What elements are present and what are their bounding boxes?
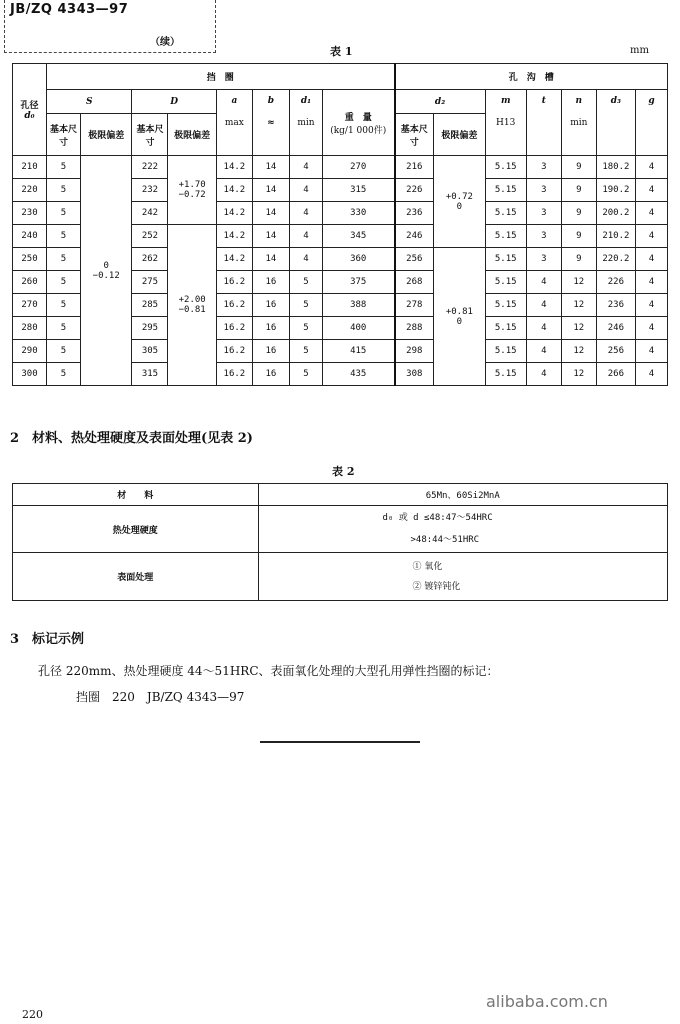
header-subtitle: （续） <box>150 37 180 48</box>
watermark: alibaba.com.cn <box>486 992 608 1011</box>
cell-weight: 330 <box>322 202 394 225</box>
table1 <box>12 63 668 386</box>
cell-g: 4 <box>635 156 667 179</box>
weight-label: 重 量 <box>344 112 372 123</box>
cell-weight: 415 <box>322 340 394 363</box>
cell-D: 262 <box>132 248 168 271</box>
cell-t: 4 <box>526 340 561 363</box>
cell-a: 14.2 <box>216 179 252 202</box>
cell-weight: 400 <box>322 317 394 340</box>
cell-d3: 200.2 <box>596 202 635 225</box>
a-label: a <box>231 96 238 106</box>
cell-d0: 220 <box>13 179 47 202</box>
cell-d1: 5 <box>289 271 322 294</box>
table1-caption: 表 1 <box>330 45 353 58</box>
cell-d0: 290 <box>13 340 47 363</box>
cell-a: 16.2 <box>216 317 252 340</box>
cell-d0: 300 <box>13 363 47 386</box>
cell-weight: 270 <box>322 156 394 179</box>
cell-S: 5 <box>46 294 80 317</box>
cell-d2: 256 <box>395 248 434 271</box>
cell-n: 9 <box>561 156 596 179</box>
cell-weight: 375 <box>322 271 394 294</box>
cell-m: 5.15 <box>485 156 526 179</box>
d1-min: min <box>297 118 315 128</box>
cell-m: 5.15 <box>485 202 526 225</box>
b-label: b <box>267 96 275 106</box>
cell-b: 16 <box>252 271 289 294</box>
d0-label: d₀ <box>24 111 35 121</box>
cell-S: 5 <box>46 340 80 363</box>
cell-m: 5.15 <box>485 179 526 202</box>
m-label: m <box>500 96 511 106</box>
cell-n: 9 <box>561 179 596 202</box>
cell-g: 4 <box>635 317 667 340</box>
cell-a: 16.2 <box>216 294 252 317</box>
cell-t: 4 <box>526 317 561 340</box>
cell-d2-tolerance-2: +0.81 0 <box>434 248 485 386</box>
cell-n: 12 <box>561 340 596 363</box>
surface-line1: ① 氧化 <box>412 561 443 572</box>
cell-D: 252 <box>132 225 168 248</box>
table1-unit: mm <box>630 45 649 56</box>
cell-m: 5.15 <box>485 317 526 340</box>
cell-m: 5.15 <box>485 363 526 386</box>
cell-n: 12 <box>561 271 596 294</box>
cell-d3: 246 <box>596 317 635 340</box>
cell-d1: 5 <box>289 317 322 340</box>
cell-d1: 5 <box>289 340 322 363</box>
cell-b: 14 <box>252 248 289 271</box>
table2 <box>12 483 668 601</box>
cell-D-tolerance-2: +2.00 −0.81 <box>168 225 216 386</box>
D-basic: 基本尺寸 <box>132 114 168 156</box>
cell-d2: 268 <box>395 271 434 294</box>
cell-b: 16 <box>252 294 289 317</box>
cell-d2: 226 <box>395 179 434 202</box>
cell-d2: 288 <box>395 317 434 340</box>
col-bore <box>13 64 47 156</box>
n-min: min <box>570 118 588 128</box>
cell-S-tolerance: 0 −0.12 <box>80 156 131 386</box>
cell-S: 5 <box>46 179 80 202</box>
cell-d3: 210.2 <box>596 225 635 248</box>
cell-m: 5.15 <box>485 294 526 317</box>
heat-values <box>258 506 668 553</box>
cell-n: 12 <box>561 317 596 340</box>
col-a <box>216 90 252 156</box>
cell-D: 285 <box>132 294 168 317</box>
cell-d3: 190.2 <box>596 179 635 202</box>
cell-a: 14.2 <box>216 225 252 248</box>
cell-b: 14 <box>252 179 289 202</box>
cell-weight: 388 <box>322 294 394 317</box>
cell-S: 5 <box>46 271 80 294</box>
groove-group: 孔 沟 槽 <box>395 64 668 90</box>
cell-d1: 5 <box>289 363 322 386</box>
cell-D: 295 <box>132 317 168 340</box>
standard-code: JB/ZQ 4343—97 <box>10 2 129 17</box>
cell-D: 232 <box>132 179 168 202</box>
cell-g: 4 <box>635 179 667 202</box>
D-dev: 极限偏差 <box>168 114 216 156</box>
cell-d3: 236 <box>596 294 635 317</box>
cell-d3: 220.2 <box>596 248 635 271</box>
n-label: n <box>575 96 583 106</box>
cell-d0: 260 <box>13 271 47 294</box>
col-n <box>561 90 596 156</box>
m-h13: H13 <box>496 118 516 128</box>
cell-D: 305 <box>132 340 168 363</box>
cell-m: 5.15 <box>485 225 526 248</box>
cell-d0: 210 <box>13 156 47 179</box>
marking-example: 挡圈 220 JB/ZQ 4343—97 <box>76 690 245 704</box>
d1-label: d₁ <box>300 96 312 106</box>
cell-a: 14.2 <box>216 248 252 271</box>
cell-t: 3 <box>526 225 561 248</box>
cell-b: 14 <box>252 156 289 179</box>
cell-b: 14 <box>252 225 289 248</box>
col-g: g <box>635 90 667 156</box>
col-d3: d₃ <box>596 90 635 156</box>
table1-body <box>13 156 668 386</box>
cell-d0: 240 <box>13 225 47 248</box>
cell-b: 14 <box>252 202 289 225</box>
d2-basic: 基本尺寸 <box>395 114 434 156</box>
cell-d0: 280 <box>13 317 47 340</box>
S-basic: 基本尺寸 <box>46 114 80 156</box>
col-t: t <box>526 90 561 156</box>
cell-weight: 315 <box>322 179 394 202</box>
cell-D: 242 <box>132 202 168 225</box>
cell-n: 9 <box>561 225 596 248</box>
cell-n: 9 <box>561 248 596 271</box>
bore-label: 孔径 <box>20 101 39 111</box>
cell-a: 16.2 <box>216 271 252 294</box>
cell-D: 222 <box>132 156 168 179</box>
cell-d2: 278 <box>395 294 434 317</box>
cell-a: 16.2 <box>216 363 252 386</box>
cell-g: 4 <box>635 248 667 271</box>
col-D: D <box>132 90 216 114</box>
weight-unit: (kg/1 000件) <box>330 125 387 136</box>
d2-dev: 极限偏差 <box>434 114 485 156</box>
S-dev: 极限偏差 <box>80 114 131 156</box>
cell-g: 4 <box>635 202 667 225</box>
cell-d3: 266 <box>596 363 635 386</box>
cell-n: 12 <box>561 363 596 386</box>
cell-weight: 345 <box>322 225 394 248</box>
b-approx: ≈ <box>267 118 275 128</box>
cell-S: 5 <box>46 225 80 248</box>
cell-g: 4 <box>635 225 667 248</box>
col-d1 <box>289 90 322 156</box>
section3-title: 3 标记示例 <box>10 632 85 647</box>
cell-d2-tolerance-1: +0.72 0 <box>434 156 485 248</box>
cell-d3: 180.2 <box>596 156 635 179</box>
cell-d2: 298 <box>395 340 434 363</box>
cell-n: 12 <box>561 294 596 317</box>
cell-b: 16 <box>252 363 289 386</box>
cell-S: 5 <box>46 156 80 179</box>
cell-D: 315 <box>132 363 168 386</box>
cell-d0: 250 <box>13 248 47 271</box>
cell-d2: 246 <box>395 225 434 248</box>
col-d2: d₂ <box>395 90 486 114</box>
cell-a: 16.2 <box>216 340 252 363</box>
cell-m: 5.15 <box>485 248 526 271</box>
cell-a: 14.2 <box>216 202 252 225</box>
col-weight <box>322 90 394 156</box>
cell-d3: 256 <box>596 340 635 363</box>
heat-label: 热处理硬度 <box>13 506 259 553</box>
cell-d1: 4 <box>289 179 322 202</box>
cell-S: 5 <box>46 317 80 340</box>
surface-values <box>258 553 668 601</box>
heat-line1: d₀ 或 d ≤48:47～54HRC <box>382 513 493 523</box>
cell-d1: 4 <box>289 225 322 248</box>
cell-d1: 4 <box>289 202 322 225</box>
cell-t: 3 <box>526 248 561 271</box>
ring-group: 挡 圈 <box>46 64 394 90</box>
material-label: 材 料 <box>13 484 259 506</box>
a-max: max <box>224 118 244 128</box>
cell-d1: 5 <box>289 294 322 317</box>
cell-g: 4 <box>635 294 667 317</box>
cell-t: 4 <box>526 294 561 317</box>
cell-d1: 4 <box>289 248 322 271</box>
cell-d2: 236 <box>395 202 434 225</box>
surface-line2: ② 镀锌钝化 <box>412 581 461 592</box>
cell-m: 5.15 <box>485 271 526 294</box>
end-rule <box>260 741 420 743</box>
page-number: 220 <box>22 1008 43 1021</box>
cell-b: 16 <box>252 317 289 340</box>
surface-label: 表面处理 <box>13 553 259 601</box>
table2-caption: 表 2 <box>332 465 355 478</box>
cell-g: 4 <box>635 271 667 294</box>
cell-S: 5 <box>46 202 80 225</box>
cell-t: 3 <box>526 179 561 202</box>
cell-t: 4 <box>526 363 561 386</box>
material-value: 65Mn、60Si2MnA <box>258 484 668 506</box>
col-b <box>252 90 289 156</box>
cell-b: 16 <box>252 340 289 363</box>
cell-D: 275 <box>132 271 168 294</box>
heat-line2: >48:44～51HRC <box>410 535 480 545</box>
cell-D-tolerance-1: +1.70 −0.72 <box>168 156 216 225</box>
cell-weight: 435 <box>322 363 394 386</box>
cell-d0: 230 <box>13 202 47 225</box>
marking-paragraph: 孔径 220mm、热处理硬度 44～51HRC、表面氧化处理的大型孔用弹性挡圈的标记： <box>38 664 499 678</box>
cell-g: 4 <box>635 340 667 363</box>
cell-S: 5 <box>46 248 80 271</box>
cell-d1: 4 <box>289 156 322 179</box>
cell-d3: 226 <box>596 271 635 294</box>
section2-title: 2 材料、热处理硬度及表面处理(见表 2) <box>10 431 253 446</box>
col-m <box>485 90 526 156</box>
cell-t: 4 <box>526 271 561 294</box>
cell-n: 9 <box>561 202 596 225</box>
cell-S: 5 <box>46 363 80 386</box>
cell-t: 3 <box>526 202 561 225</box>
col-S: S <box>46 90 131 114</box>
cell-d0: 270 <box>13 294 47 317</box>
table-row <box>13 156 668 179</box>
cell-weight: 360 <box>322 248 394 271</box>
cell-m: 5.15 <box>485 340 526 363</box>
cell-d2: 308 <box>395 363 434 386</box>
cell-g: 4 <box>635 363 667 386</box>
cell-d2: 216 <box>395 156 434 179</box>
cell-t: 3 <box>526 156 561 179</box>
cell-a: 14.2 <box>216 156 252 179</box>
